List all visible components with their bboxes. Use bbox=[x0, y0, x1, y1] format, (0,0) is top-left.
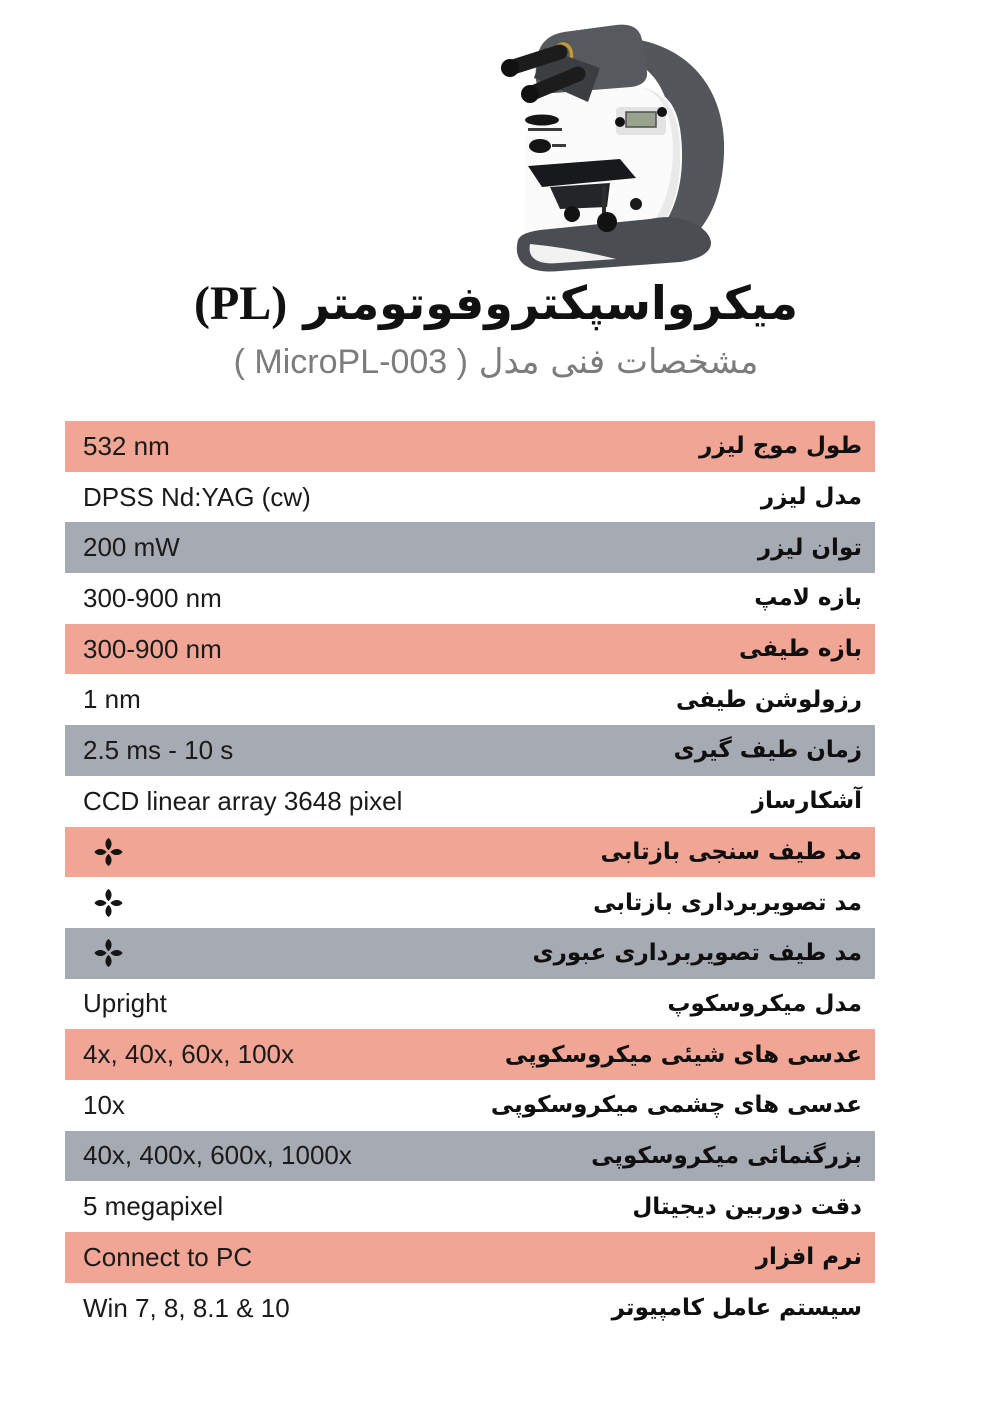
spec-row bbox=[65, 522, 875, 573]
page-subtitle-persian: مشخصات فنی مدل bbox=[478, 342, 759, 382]
spec-label: مد طیف سنجی بازتابی bbox=[600, 838, 862, 865]
spec-label: بازه طیفی bbox=[739, 636, 862, 663]
spec-value: 300-900 nm bbox=[83, 633, 222, 664]
spec-row bbox=[65, 1232, 875, 1283]
spec-label: نرم افزار bbox=[755, 1244, 862, 1271]
spec-value: 300-900 nm bbox=[83, 582, 222, 613]
spec-row bbox=[65, 928, 875, 979]
spec-value: Connect to PC bbox=[83, 1241, 253, 1272]
four-petal-asterisk-icon bbox=[93, 887, 124, 919]
spec-value bbox=[83, 887, 124, 919]
spec-table bbox=[65, 421, 875, 1333]
four-petal-asterisk-icon bbox=[93, 836, 124, 868]
spec-row bbox=[65, 776, 875, 827]
spec-row bbox=[65, 624, 875, 675]
spec-value: 200 mW bbox=[83, 532, 180, 563]
page-title bbox=[0, 276, 992, 331]
spec-label: دقت دوربین دیجیتال bbox=[632, 1193, 862, 1220]
spec-value: 5 megapixel bbox=[83, 1191, 224, 1222]
spec-value: 4x, 40x, 60x, 100x bbox=[83, 1039, 295, 1070]
page-title-latin: (PL) bbox=[193, 277, 288, 330]
spec-label: سیستم عامل کامپیوتر bbox=[611, 1295, 862, 1322]
spec-row bbox=[65, 573, 875, 624]
spec-row bbox=[65, 1080, 875, 1131]
spec-row bbox=[65, 674, 875, 725]
page-title-persian: میکرواسپکتروفوتومتر bbox=[303, 276, 798, 330]
spec-label: بازه لامپ bbox=[754, 585, 862, 612]
spec-row bbox=[65, 725, 875, 776]
spec-label: رزولوشن طیفی bbox=[675, 686, 862, 713]
spec-value: 10x bbox=[83, 1089, 125, 1120]
spec-value bbox=[83, 836, 124, 868]
spec-value: 40x, 400x, 600x, 1000x bbox=[83, 1140, 352, 1171]
spec-value: 532 nm bbox=[83, 430, 170, 461]
spec-row bbox=[65, 1131, 875, 1182]
page-subtitle-latin: ( MicroPL-003 ) bbox=[233, 343, 468, 381]
spec-value: 2.5 ms - 10 s bbox=[83, 734, 234, 765]
spec-label: مد تصویربرداری بازتابی bbox=[593, 889, 862, 916]
spec-row bbox=[65, 1283, 875, 1334]
spec-label: عدسی های شیئی میکروسکوپی bbox=[504, 1041, 862, 1068]
spec-label: مدل میکروسکوپ bbox=[667, 990, 862, 1017]
spec-row bbox=[65, 827, 875, 878]
spec-label: عدسی های چشمی میکروسکوپی bbox=[490, 1092, 862, 1119]
spec-row bbox=[65, 472, 875, 523]
spec-value: CCD linear array 3648 pixel bbox=[83, 785, 403, 816]
spec-value: DPSS Nd:YAG (cw) bbox=[83, 481, 311, 512]
spec-label: بزرگنمائی میکروسکوپی bbox=[591, 1142, 862, 1169]
spec-value bbox=[83, 937, 124, 969]
spec-label: زمان طیف گیری bbox=[673, 737, 862, 764]
spec-label: طول موج لیزر bbox=[699, 433, 862, 460]
spec-label: مد طیف تصویربرداری عبوری bbox=[532, 940, 862, 967]
four-petal-asterisk-icon bbox=[93, 937, 124, 969]
spec-label: توان لیزر bbox=[757, 534, 862, 561]
spec-row bbox=[65, 979, 875, 1030]
spec-label: آشکارساز bbox=[751, 788, 862, 815]
spec-row bbox=[65, 1181, 875, 1232]
spec-value: 1 nm bbox=[83, 684, 141, 715]
microscope-photo bbox=[468, 8, 768, 280]
spec-value: Win 7, 8, 8.1 & 10 bbox=[83, 1292, 290, 1323]
spec-row bbox=[65, 877, 875, 928]
spec-row bbox=[65, 1029, 875, 1080]
spec-row bbox=[65, 421, 875, 472]
spec-label: مدل لیزر bbox=[760, 484, 862, 511]
page-subtitle bbox=[0, 342, 992, 382]
spec-value: Upright bbox=[83, 988, 167, 1019]
